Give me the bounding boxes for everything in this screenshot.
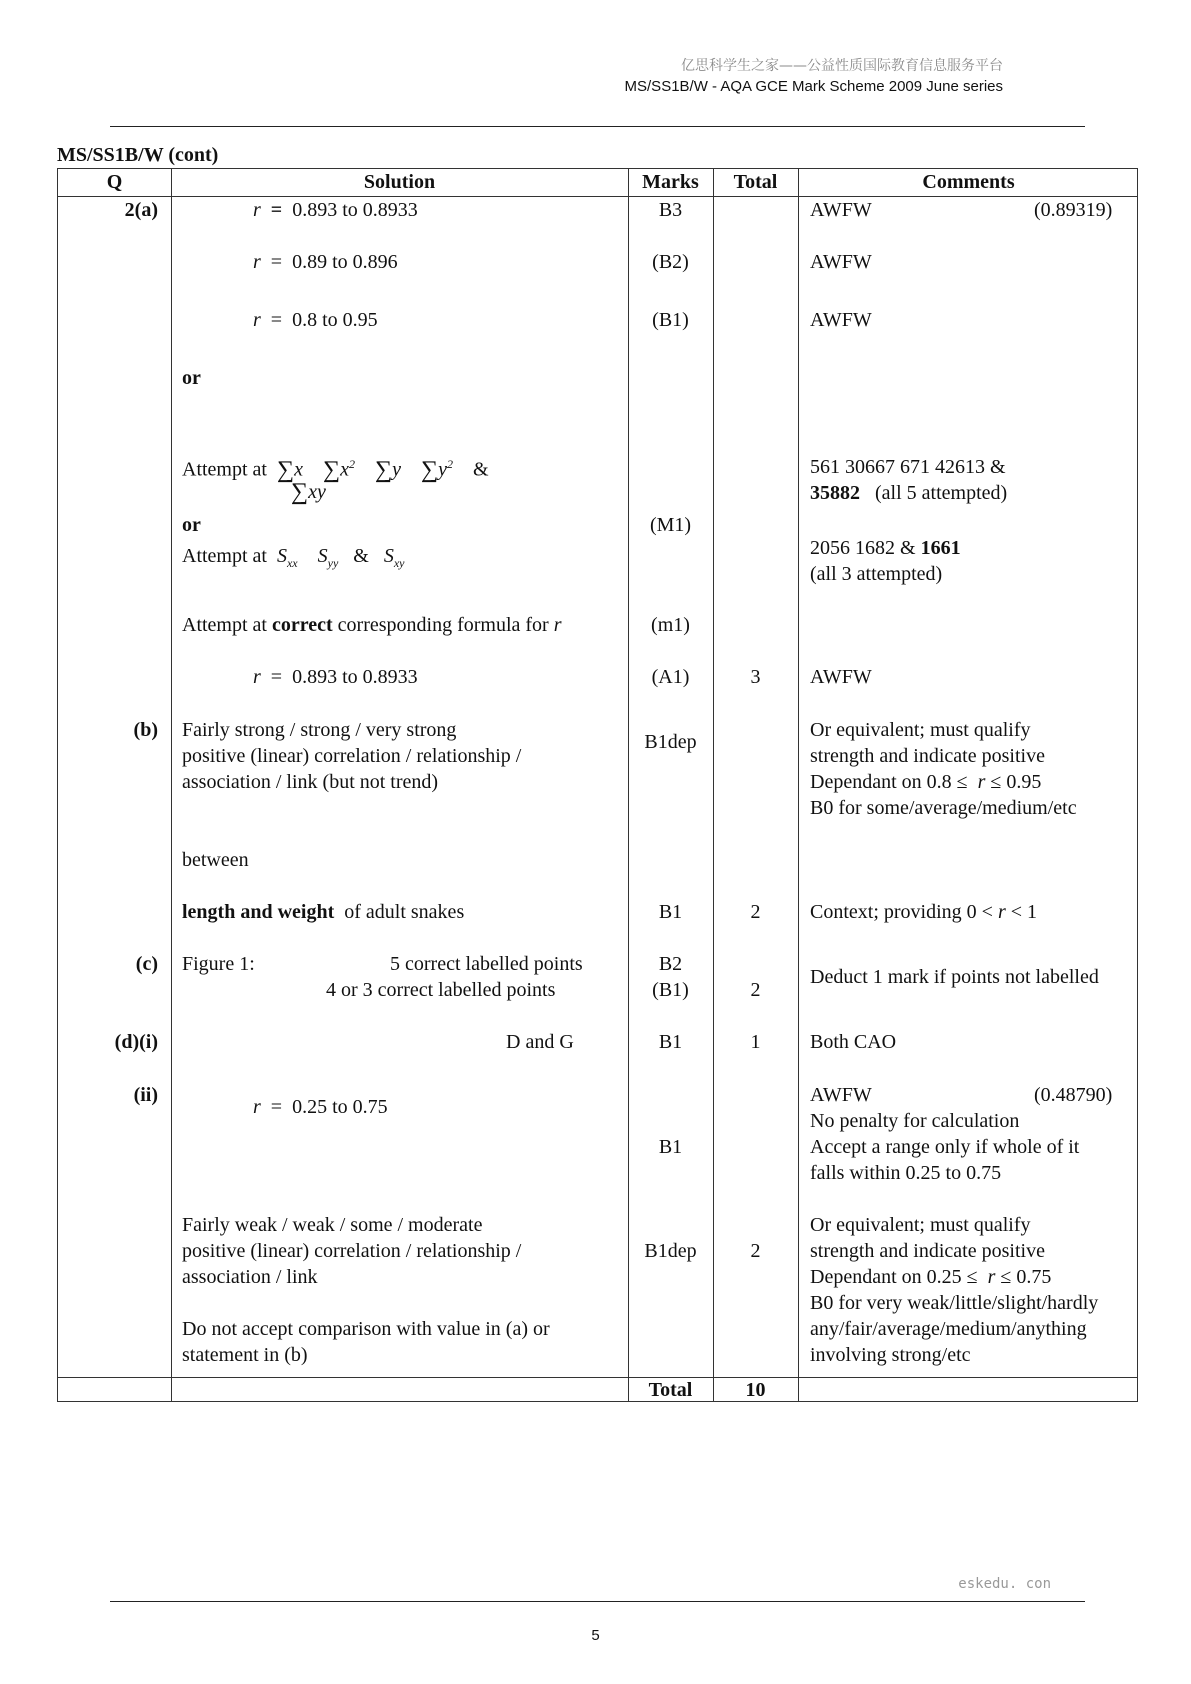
- q2c-line2: 4 or 3 correct labelled points: [326, 979, 556, 1001]
- q2a-line1-solution: r = 0.893 to 0.8933: [253, 199, 418, 221]
- q2a-attempt-sums: Attempt at ∑x $\sum x^2$ ∑y $\sum y^2$ &: [182, 456, 489, 483]
- q2a-formula-attempt: Attempt at correct corresponding formula for r: [182, 614, 562, 636]
- q2b-total: 2: [750, 901, 761, 923]
- page-number: 5: [591, 1627, 600, 1644]
- q2dii-comment-dependant: Dependant on 0.25 ≤ r ≤ 0.75: [810, 1266, 1052, 1288]
- question-2c-label: (c): [135, 953, 158, 975]
- q2dii-comment-b0-line2: any/fair/average/medium/anything: [810, 1318, 1087, 1340]
- q2dii-note-line1: Do not accept comparison with value in (a) or: [182, 1318, 550, 1340]
- column-divider: [171, 169, 172, 1401]
- q2dii-comment-line2: No penalty for calculation: [810, 1110, 1020, 1132]
- q2a-final-solution: r = 0.893 to 0.8933: [253, 666, 418, 688]
- q2a-attempt-sum-xy: ∑xy: [291, 479, 326, 505]
- q2a-s-comment-tail: (all 3 attempted): [810, 563, 943, 585]
- q2a-line1-mark: B3: [658, 199, 683, 221]
- column-divider: [713, 169, 714, 1401]
- column-header-total: Total: [733, 171, 778, 193]
- q2b-context: length and weight of adult snakes: [182, 901, 465, 923]
- q2b-between: between: [182, 849, 249, 871]
- q2dii-note-line2: statement in (b): [182, 1344, 308, 1366]
- header-site-title: 亿思科学生之家——公益性质国际教育信息服务平台: [681, 58, 1003, 74]
- total-value: 10: [745, 1379, 766, 1401]
- q2dii-comment-line6: strength and indicate positive: [810, 1240, 1045, 1262]
- q2a-s-comment: 2056 1682 & 1661: [810, 537, 961, 559]
- question-2di-label: (d)(i): [114, 1031, 158, 1053]
- q2dii-comment-value: (0.48790): [1034, 1084, 1113, 1106]
- q2dii-comment-b0-line3: involving strong/etc: [810, 1344, 971, 1366]
- q2dii-comment-line5: Or equivalent; must qualify: [810, 1214, 1031, 1236]
- header-document-title: MS/SS1B/W - AQA GCE Mark Scheme 2009 June series: [624, 78, 1003, 95]
- q2a-line2-solution: r = 0.89 to 0.896: [253, 251, 398, 273]
- q2b-comment-b0: B0 for some/average/medium/etc: [810, 797, 1077, 819]
- q2di-total: 1: [750, 1031, 761, 1053]
- q2c-mark2: (B1): [652, 979, 689, 1001]
- q2b-comment-line1: Or equivalent; must qualify: [810, 719, 1031, 741]
- q2b-comment-dependant: Dependant on 0.8 ≤ r ≤ 0.95: [810, 771, 1042, 793]
- q2a-or-2: or: [182, 514, 201, 536]
- question-2dii-label: (ii): [133, 1084, 158, 1106]
- q2dii-comment-awfw: AWFW: [810, 1084, 872, 1106]
- q2c-total: 2: [750, 979, 761, 1001]
- q2dii-solution-line3: association / link: [182, 1266, 318, 1288]
- column-header-marks: Marks: [642, 171, 699, 193]
- q2dii-comment-line4: falls within 0.25 to 0.75: [810, 1162, 1002, 1184]
- q2c-line1: 5 correct labelled points: [390, 953, 583, 975]
- sigma-icon: ∑: [322, 456, 341, 483]
- q2dii-solution-line1: Fairly weak / weak / some / moderate: [182, 1214, 483, 1236]
- q2dii-mark: B1: [658, 1136, 683, 1158]
- q2a-line3-mark: (B1): [652, 309, 689, 331]
- mark-scheme-table: [57, 168, 1138, 1402]
- q2a-line1-comment: AWFW: [810, 199, 872, 221]
- column-header-comments: Comments: [922, 171, 1015, 193]
- q2dii-mark2: B1dep: [644, 1240, 697, 1262]
- column-header-q: Q: [106, 171, 123, 193]
- q2b-context-comment: Context; providing 0 < r < 1: [810, 901, 1038, 923]
- q2a-sums-comment: 561 30667 671 42613 &: [810, 456, 1006, 478]
- question-2b-label: (b): [133, 719, 158, 741]
- header-row-divider: [58, 196, 1137, 197]
- q2b-mark2: B1: [658, 901, 683, 923]
- q2b-comment-line2: strength and indicate positive: [810, 745, 1045, 767]
- q2di-solution: D and G: [506, 1031, 574, 1053]
- q2a-m1-mark: (M1): [649, 514, 692, 536]
- q2di-comment: Both CAO: [810, 1031, 897, 1053]
- q2a-sums-comment-total: 35882 (all 5 attempted): [810, 482, 1008, 504]
- q2dii-comment-b0-line1: B0 for very weak/little/slight/hardly: [810, 1292, 1099, 1314]
- q2a-final-mark: (A1): [651, 666, 690, 688]
- q2a-line2-mark: (B2): [652, 251, 689, 273]
- q2c-comment: Deduct 1 mark if points not labelled: [810, 966, 1099, 988]
- sigma-icon: ∑: [420, 456, 439, 483]
- q2dii-value: r = 0.25 to 0.75: [253, 1096, 388, 1118]
- footer-watermark: eskedu. con: [958, 1576, 1051, 1592]
- q2a-final-comment: AWFW: [810, 666, 872, 688]
- section-title: MS/SS1B/W (cont): [57, 144, 219, 166]
- q2b-solution-line3: association / link (but not trend): [182, 771, 439, 793]
- total-label: Total: [648, 1379, 693, 1401]
- sigma-icon: ∑: [276, 456, 295, 483]
- q2b-mark: B1dep: [644, 731, 697, 753]
- q2a-line1-comment-value: (0.89319): [1034, 199, 1113, 221]
- q2dii-comment-line3: Accept a range only if whole of it: [810, 1136, 1080, 1158]
- header-rule: [110, 126, 1085, 127]
- q2a-or-1: or: [182, 367, 201, 389]
- q2dii-solution-line2: positive (linear) correlation / relationship /: [182, 1240, 522, 1262]
- q2di-mark: B1: [658, 1031, 683, 1053]
- q2a-line3-solution: r = 0.8 to 0.95: [253, 309, 378, 331]
- q2b-solution-line2: positive (linear) correlation / relationship /: [182, 745, 522, 767]
- sigma-icon: ∑: [374, 456, 393, 483]
- sigma-icon: ∑: [291, 479, 309, 505]
- column-header-solution: Solution: [363, 171, 436, 193]
- column-divider: [628, 169, 629, 1401]
- q2b-solution-line1: Fairly strong / strong / very strong: [182, 719, 457, 741]
- q2c-figure-label: Figure 1:: [182, 953, 255, 975]
- q2a-m1b-mark: (m1): [651, 614, 690, 636]
- q2dii-total: 2: [750, 1240, 761, 1262]
- q2a-attempt-s: Attempt at $S_{xx}$ $S_{yy}$ & $S_{xy}$: [182, 545, 405, 570]
- column-divider: [798, 169, 799, 1401]
- total-row-divider: [58, 1377, 1137, 1378]
- question-2a-label: 2(a): [124, 199, 158, 221]
- q2a-line3-comment: AWFW: [810, 309, 872, 331]
- q2a-total: 3: [750, 666, 761, 688]
- q2c-mark1: B2: [658, 953, 683, 975]
- q2a-line2-comment: AWFW: [810, 251, 872, 273]
- footer-rule: [110, 1601, 1085, 1602]
